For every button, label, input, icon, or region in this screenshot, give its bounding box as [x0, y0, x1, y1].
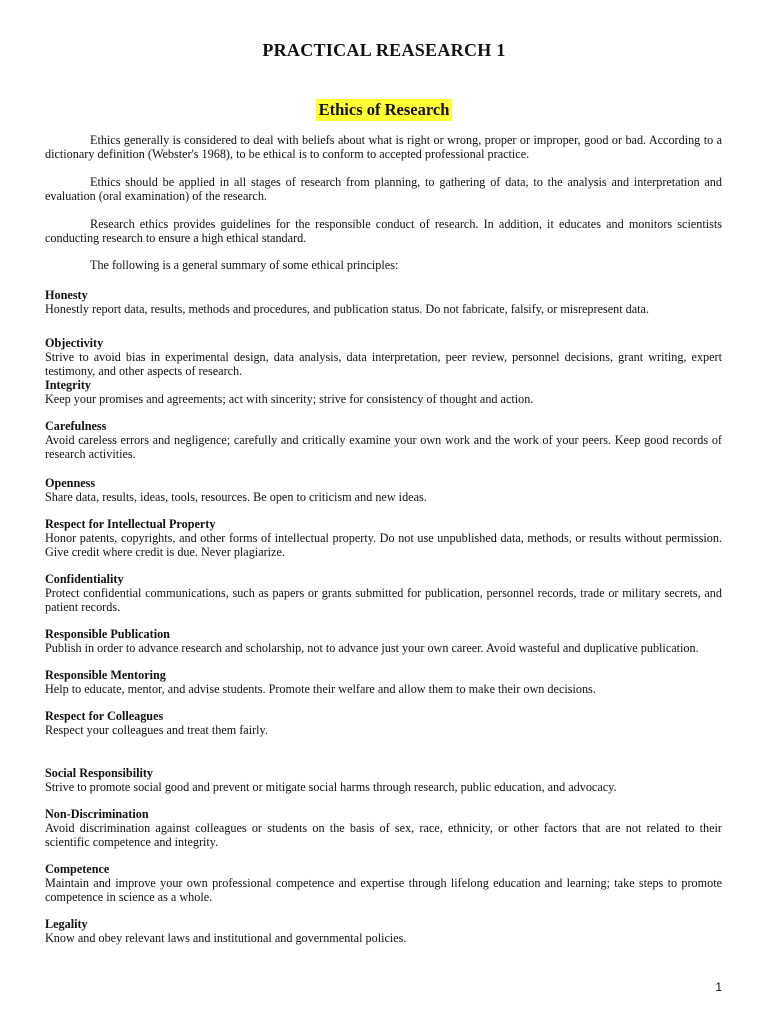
principle-text: Avoid careless errors and negligence; carefully and critically examine your own work and the work of your peers. Keep good records of research activities.: [45, 433, 722, 461]
principle-heading: Objectivity: [45, 336, 104, 350]
principle-responsible-publication: [45, 627, 722, 655]
principle-text: Respect your colleagues and treat them fairly.: [45, 723, 268, 737]
principle-heading: Respect for Colleagues: [45, 709, 164, 723]
principle-heading: Integrity: [45, 378, 92, 392]
principle-confidentiality: [45, 572, 722, 614]
intro-paragraph-4: The following is a general summary of some ethical principles:: [90, 258, 399, 272]
principle-heading: Non-Discrimination: [45, 807, 149, 821]
principle-text: Strive to avoid bias in experimental design, data analysis, data interpretation, peer review, personnel decisions, grant writing, expert testimony, and other aspects of research.: [45, 350, 722, 378]
principle-heading: Competence: [45, 862, 110, 876]
principle-legality: [45, 917, 722, 945]
principle-text: Strive to promote social good and prevent or mitigate social harms through research, public education, and advocacy.: [45, 780, 617, 794]
principle-text: Know and obey relevant laws and institutional and governmental policies.: [45, 931, 407, 945]
document-title: PRACTICAL REASEARCH 1: [262, 40, 506, 60]
page-number: 1: [715, 980, 722, 994]
principle-heading: Confidentiality: [45, 572, 124, 586]
intro-paragraph-3: Research ethics provides guidelines for the responsible conduct of research. In addition, it educates and monitors scientists conducting research to ensure a high ethical standard.: [45, 217, 722, 245]
document-body: [45, 133, 722, 945]
principle-heading: Honesty: [45, 288, 88, 302]
principle-heading: Openness: [45, 476, 96, 490]
principle-objectivity: [45, 336, 722, 378]
section-title: Ethics of Research: [316, 99, 453, 121]
principle-text: Honor patents, copyrights, and other forms of intellectual property. Do not use unpublished data, methods, or results without permission. Give credit where credit is due. Never plagiarize.: [45, 531, 722, 559]
principle-heading: Legality: [45, 917, 88, 931]
principle-honesty: [45, 288, 722, 316]
principle-text: Keep your promises and agreements; act with sincerity; strive for consistency of thought and action.: [45, 392, 534, 406]
principle-text: Share data, results, ideas, tools, resources. Be open to criticism and new ideas.: [45, 490, 427, 504]
principle-text: Help to educate, mentor, and advise students. Promote their welfare and allow them to make their own decisions.: [45, 682, 596, 696]
principle-competence: [45, 862, 722, 904]
principle-text: Honestly report data, results, methods and procedures, and publication status. Do not fabricate, falsify, or misrepresent data.: [45, 302, 650, 316]
principle-heading: Social Responsibility: [45, 766, 154, 780]
intro-paragraph-1: Ethics generally is considered to deal with beliefs about what is right or wrong, proper or improper, good or bad. According to a dictionary definition (Webster's 1968), to be ethical is to conform to accepted professional practice.: [45, 133, 722, 161]
principle-responsible-mentoring: [45, 668, 722, 696]
intro-paragraph-2: Ethics should be applied in all stages of research from planning, to gathering of data, to the analysis and interpretation and evaluation (oral examination) of the research.: [45, 175, 722, 203]
principle-heading: Responsible Publication: [45, 627, 170, 641]
principle-text: Publish in order to advance research and scholarship, not to advance just your own career. Avoid wasteful and duplicative publication.: [45, 641, 699, 655]
principle-openness: [45, 476, 722, 504]
principle-carefulness: [45, 419, 722, 461]
principle-intellectual-property: [45, 517, 722, 559]
principle-heading: Responsible Mentoring: [45, 668, 166, 682]
principle-text: Avoid discrimination against colleagues or students on the basis of sex, race, ethnicity, or other factors that are not related to their scientific competence and integrity.: [45, 821, 722, 849]
principle-integrity: [45, 378, 722, 406]
principle-non-discrimination: [45, 807, 722, 849]
principle-text: Maintain and improve your own professional competence and expertise through lifelong education and learning; take steps to promote competence in science as a whole.: [45, 876, 722, 904]
principle-respect-colleagues: [45, 709, 722, 737]
principle-social-responsibility: [45, 766, 722, 794]
section-title-wrap: [0, 99, 768, 121]
principle-heading: Respect for Intellectual Property: [45, 517, 216, 531]
principle-heading: Carefulness: [45, 419, 107, 433]
principle-text: Protect confidential communications, such as papers or grants submitted for publication, personnel records, trade or military secrets, and patient records.: [45, 586, 722, 614]
